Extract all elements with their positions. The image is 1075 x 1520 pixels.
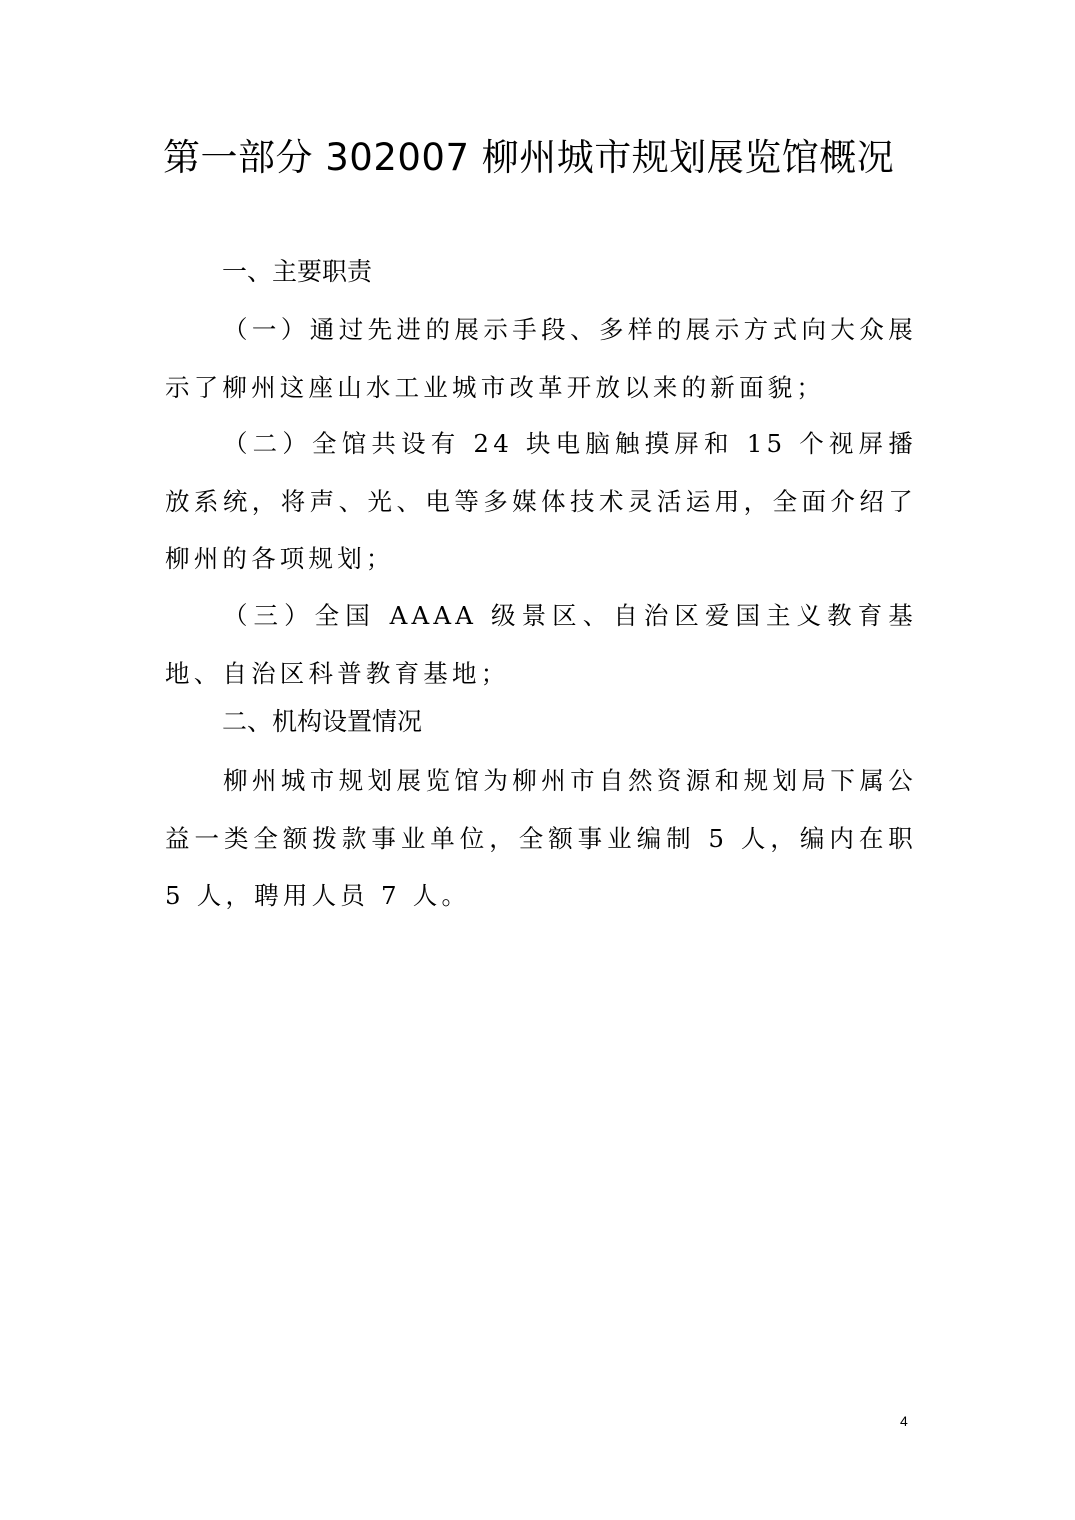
page-title: 第一部分 302007 柳州城市规划展览馆概况 — [163, 136, 895, 179]
duty-paragraph-2: （二）全馆共设有 24 块电脑触摸屏和 15 个视屏播放系统，将声、光、电等多媒体技术灵活运用，全面介绍了柳州的各项规划； — [165, 429, 917, 573]
section-heading-duties: 一、主要职责 — [222, 257, 373, 286]
duty-paragraph-3: （三）全国 AAAA 级景区、自治区爱国主义教育基地、自治区科普教育基地； — [165, 601, 917, 688]
section-heading-organization: 二、机构设置情况 — [222, 707, 423, 736]
duty-paragraph-1: （一）通过先进的展示手段、多样的展示方式向大众展示了柳州这座山水工业城市改革开放以来的新面貌； — [165, 315, 917, 402]
page-number: 4 — [900, 1413, 908, 1429]
organization-paragraph: 柳州城市规划展览馆为柳州市自然资源和规划局下属公益一类全额拨款事业单位，全额事业编制 5 人，编内在职 5 人，聘用人员 7 人。 — [165, 766, 917, 910]
